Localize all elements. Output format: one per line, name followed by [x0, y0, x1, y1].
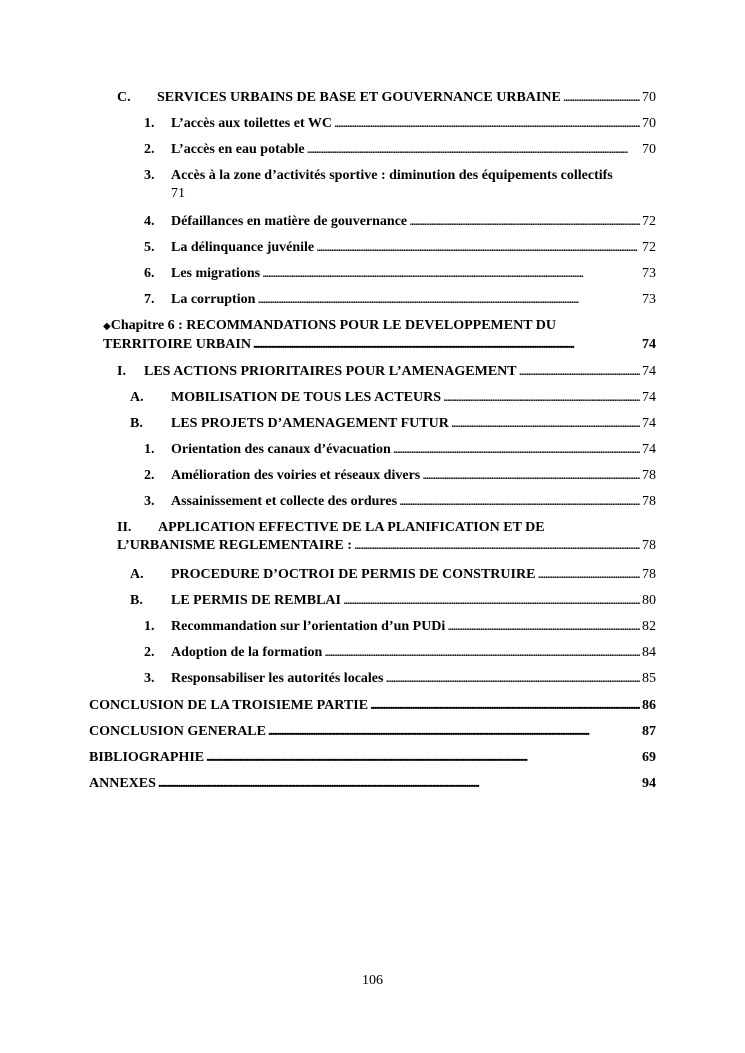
- toc-entry-i-a[interactable]: [130, 389, 656, 407]
- toc-entry-c-7[interactable]: [144, 291, 656, 309]
- toc-entry-title: Accès à la zone d’activités sportive : diminution des équipements collectifs: [171, 168, 613, 183]
- toc-entry-number: 6.: [144, 266, 155, 281]
- toc-entry-number: 2.: [144, 645, 155, 660]
- toc-entry-number: 1.: [144, 619, 155, 634]
- toc-entry-page: 74: [642, 390, 656, 405]
- dot-leader: [354, 537, 640, 555]
- toc-entry-page: 69: [642, 750, 656, 765]
- dot-leader: [451, 415, 640, 433]
- dot-leader: [334, 115, 640, 133]
- dot-leader: [443, 389, 640, 407]
- toc-entry-conclusion-troisieme-partie[interactable]: [89, 697, 656, 715]
- toc-entry-page: 72: [642, 240, 656, 255]
- toc-entry-title: LE PERMIS DE REMBLAI: [171, 593, 341, 608]
- toc-entry-bibliographie[interactable]: [89, 749, 656, 767]
- dot-leader: [158, 775, 640, 793]
- toc-entry-part-ii[interactable]: [117, 519, 656, 555]
- toc-entry-page: 85: [642, 671, 656, 686]
- toc-entry-number: 2.: [144, 142, 155, 157]
- toc-entry-i-b-1[interactable]: [144, 441, 656, 459]
- toc-entry-c-2[interactable]: [144, 141, 656, 159]
- page-number: 106: [362, 973, 383, 988]
- dot-leader: [316, 239, 640, 257]
- toc-entry-number: 3.: [144, 671, 155, 686]
- toc-entry-ii-a[interactable]: [130, 566, 656, 584]
- toc-entry-number: 7.: [144, 292, 155, 307]
- toc-entry-title: Défaillances en matière de gouvernance: [171, 214, 408, 229]
- toc-entry-page: 73: [642, 266, 656, 281]
- toc-entry-page: 78: [642, 468, 656, 483]
- toc-entry-title: La délinquance juvénile: [171, 240, 315, 255]
- toc-entry-page: 70: [642, 142, 656, 157]
- toc-entry-number: 4.: [144, 214, 155, 229]
- toc-entry-page: 78: [642, 494, 656, 509]
- toc-entry-annexes[interactable]: [89, 775, 656, 793]
- dot-leader: [324, 644, 640, 662]
- dot-leader: [370, 697, 640, 715]
- dot-leader: [253, 336, 640, 354]
- toc-entry-i-b[interactable]: [130, 415, 656, 433]
- dot-leader: [422, 467, 640, 485]
- toc-entry-number: A.: [130, 567, 144, 582]
- toc-entry-title-line1: Chapitre 6 : RECOMMANDATIONS POUR LE DEVELOPPEMENT DU: [110, 318, 556, 333]
- toc-entry-title-line2: L’URBANISME REGLEMENTAIRE :: [117, 538, 352, 553]
- toc-entry-page: 74: [642, 364, 656, 379]
- dot-leader: [393, 441, 640, 459]
- toc-entry-title: CONCLUSION GENERALE: [89, 724, 266, 739]
- toc-entry-number: B.: [130, 416, 143, 431]
- toc-entry-page: 78: [642, 567, 656, 582]
- toc-entry-number: 5.: [144, 240, 155, 255]
- toc-entry-title: L’accès en eau potable: [171, 142, 305, 157]
- toc-entry-title: Adoption de la formation: [171, 645, 323, 660]
- toc-entry-conclusion-generale[interactable]: [89, 723, 656, 741]
- toc-entry-number: A.: [130, 390, 144, 405]
- toc-entry-c-3[interactable]: [144, 167, 656, 203]
- toc-entry-page: 94: [642, 776, 656, 791]
- toc-entry-title-line1: APPLICATION EFFECTIVE DE LA PLANIFICATION ET DE: [158, 520, 545, 535]
- toc-entry-page: 74: [642, 337, 656, 352]
- toc-entry-number: 1.: [144, 442, 155, 457]
- toc-entry-title: L’accès aux toilettes et WC: [171, 116, 332, 131]
- toc-entry-c-5[interactable]: [144, 239, 656, 257]
- toc-entry-ii-b-2[interactable]: [144, 644, 656, 662]
- toc-entry-c-1[interactable]: [144, 115, 656, 133]
- toc-entry-title: Les migrations: [171, 266, 261, 281]
- toc-entry-page: 74: [642, 442, 656, 457]
- toc-entry-c-4[interactable]: [144, 213, 656, 231]
- toc-entry-ii-b[interactable]: [130, 592, 656, 610]
- toc-entry-page: 82: [642, 619, 656, 634]
- toc-entry-page: 86: [642, 698, 656, 713]
- toc-entry-page: 70: [642, 116, 656, 131]
- toc-entry-title-line2: TERRITOIRE URBAIN: [103, 337, 251, 352]
- toc-entry-number: C.: [117, 90, 131, 105]
- dot-leader: [399, 493, 640, 511]
- toc-entry-title: Recommandation sur l’orientation d’un PUDi: [171, 619, 446, 634]
- dot-leader: [563, 89, 640, 107]
- toc-entry-page: 74: [642, 416, 656, 431]
- toc-entry-title: La corruption: [171, 292, 256, 307]
- toc-entry-title: ANNEXES: [89, 776, 156, 791]
- toc-entry-title: Responsabiliser les autorités locales: [171, 671, 384, 686]
- dot-leader: [409, 213, 640, 231]
- toc-entry-number: 2.: [144, 468, 155, 483]
- dot-leader: [257, 291, 640, 309]
- toc-entry-title: Amélioration des voiries et réseaux divers: [171, 468, 421, 483]
- toc-entry-page: 80: [642, 593, 656, 608]
- toc-entry-section-c[interactable]: [117, 89, 656, 107]
- toc-entry-title: Assainissement et collecte des ordures: [171, 494, 398, 509]
- toc-entry-part-i[interactable]: [117, 363, 656, 381]
- toc-entry-title: LES PROJETS D’AMENAGEMENT FUTUR: [171, 416, 449, 431]
- toc-entry-title: MOBILISATION DE TOUS LES ACTEURS: [171, 390, 441, 405]
- dot-leader: [262, 265, 640, 283]
- toc-entry-number: 3.: [144, 168, 155, 183]
- toc-entry-number: I.: [117, 364, 126, 379]
- toc-entry-c-6[interactable]: [144, 265, 656, 283]
- dot-leader: [307, 141, 640, 159]
- dot-leader: [206, 749, 640, 767]
- toc-entry-title: Orientation des canaux d’évacuation: [171, 442, 391, 457]
- toc-entry-i-b-3[interactable]: [144, 493, 656, 511]
- toc-entry-i-b-2[interactable]: [144, 467, 656, 485]
- dot-leader: [343, 592, 640, 610]
- toc-entry-page: 84: [642, 645, 656, 660]
- dot-leader: [447, 618, 640, 636]
- toc-entry-page: 78: [642, 538, 656, 553]
- toc-entry-chapter-6[interactable]: [103, 317, 656, 354]
- dot-leader: [519, 363, 640, 381]
- toc-entry-page: 73: [642, 292, 656, 307]
- dot-leader: [537, 566, 640, 584]
- toc-entry-page: 87: [642, 724, 656, 739]
- dot-leader: [268, 723, 640, 741]
- toc-entry-number: II.: [117, 520, 132, 535]
- diamond-bullet-icon: ◆: [103, 321, 111, 332]
- toc-entry-title: LES ACTIONS PRIORITAIRES POUR L’AMENAGEMENT: [144, 364, 517, 379]
- toc-entry-title: CONCLUSION DE LA TROISIEME PARTIE: [89, 698, 369, 713]
- toc-entry-ii-b-3[interactable]: [144, 670, 656, 688]
- toc-entry-page: 72: [642, 214, 656, 229]
- toc-entry-title: BIBLIOGRAPHIE: [89, 750, 205, 765]
- toc-entry-ii-b-1[interactable]: [144, 618, 656, 636]
- toc-entry-number: 3.: [144, 494, 155, 509]
- toc-entry-title: SERVICES URBAINS DE BASE ET GOUVERNANCE URBAINE: [157, 90, 561, 105]
- toc-entry-number: B.: [130, 593, 143, 608]
- toc-entry-page: 71: [171, 186, 185, 201]
- toc-entry-title: PROCEDURE D’OCTROI DE PERMIS DE CONSTRUIRE: [171, 567, 536, 582]
- toc-entry-number: 1.: [144, 116, 155, 131]
- dot-leader: [385, 670, 640, 688]
- toc-entry-page: 70: [642, 90, 656, 105]
